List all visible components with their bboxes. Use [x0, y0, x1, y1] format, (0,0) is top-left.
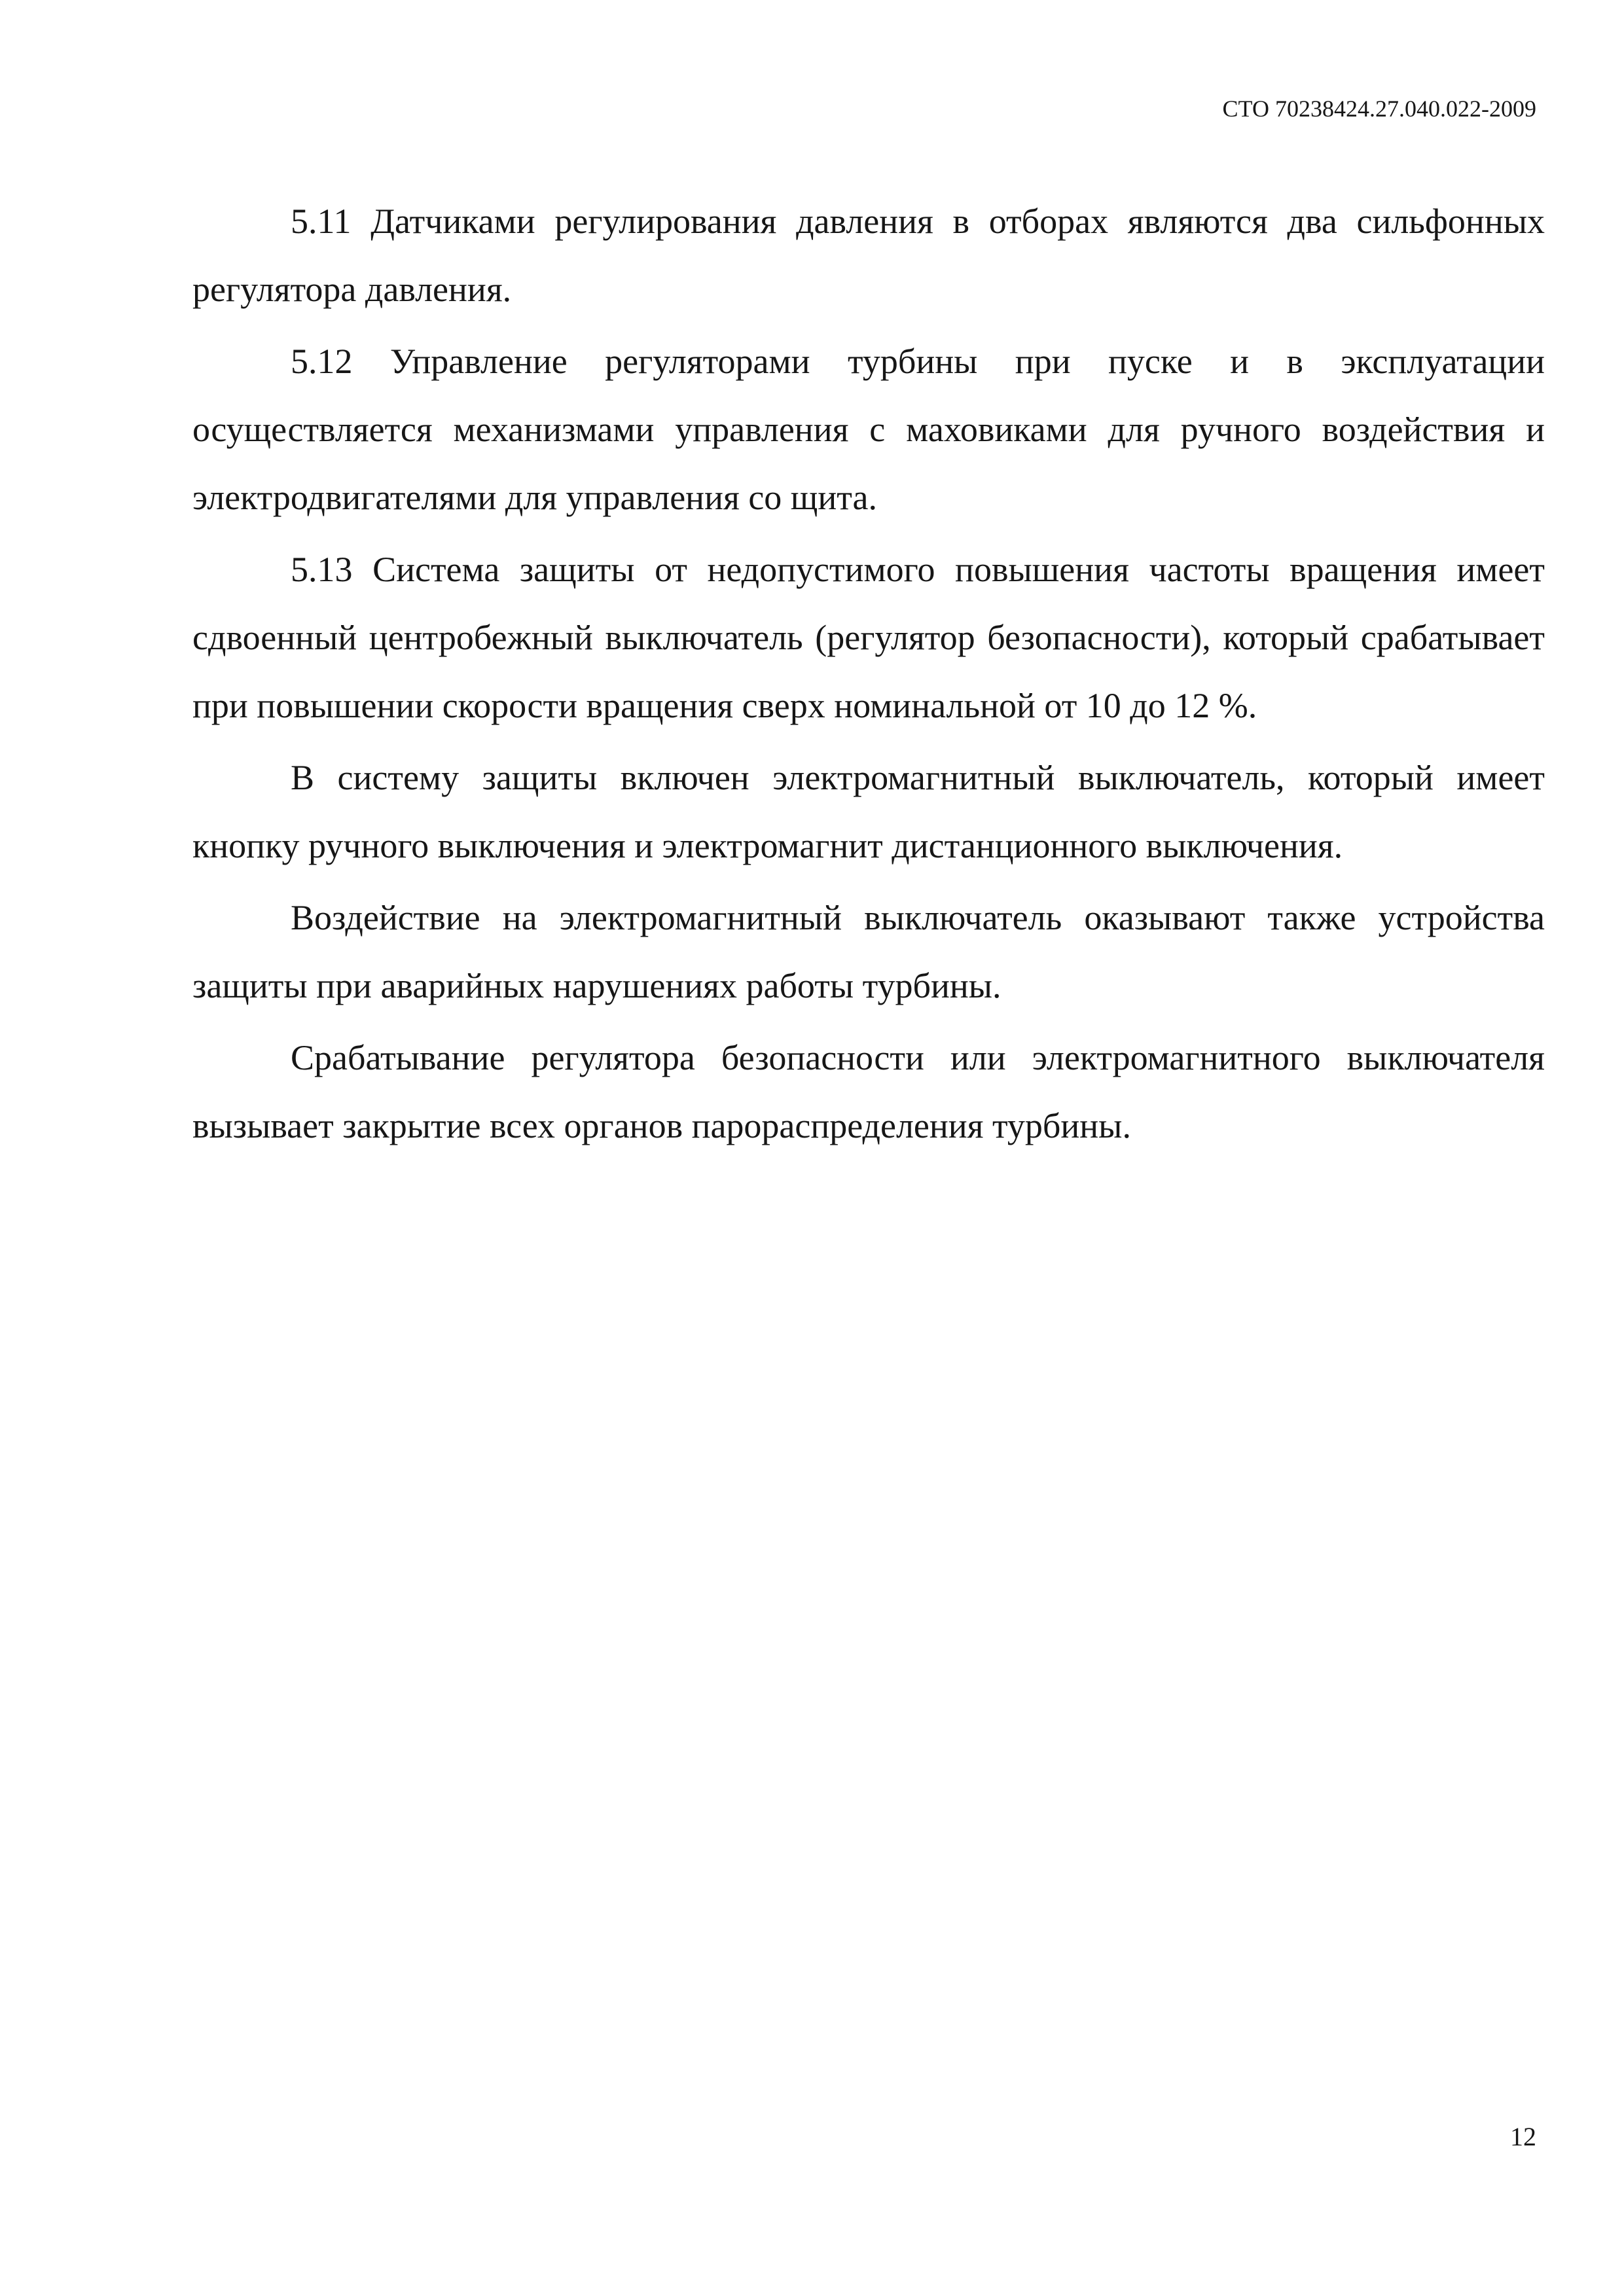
- paragraph-triggering: Срабатывание регулятора безопасности или электромагнитного выключателя вызывает закрытие всех органов парораспределения турбины.: [192, 1038, 1545, 1145]
- paragraph-5-11: 5.11 Датчиками регулирования давления в отборах являются два сильфонных регулятора давления.: [192, 202, 1545, 309]
- page-number: 12: [1510, 2122, 1536, 2151]
- paragraph-5-12: 5.12 Управление регуляторами турбины при пуске и в эксплуатации осуществляется механизмами управления с маховиками для ручного воздействия и электродвигателями для управления со щита.: [192, 342, 1545, 517]
- document-code: СТО 70238424.27.040.022-2009: [1222, 96, 1536, 122]
- paragraph-electromagnetic-switch: В систему защиты включен электромагнитный выключатель, который имеет кнопку ручного выключения и электромагнит дистанционного выключения.: [192, 758, 1545, 865]
- document-body: [192, 187, 1545, 1164]
- paragraph-5-13: 5.13 Система защиты от недопустимого повышения частоты вращения имеет сдвоенный центробежный выключатель (регулятор безопасности), который срабатывает при повышении скорости вращения сверх номинальной от 10 до 12 %.: [192, 550, 1545, 725]
- paragraph-protection-devices: Воздействие на электромагнитный выключатель оказывают также устройства защиты при аварийных нарушениях работы турбины.: [192, 898, 1545, 1005]
